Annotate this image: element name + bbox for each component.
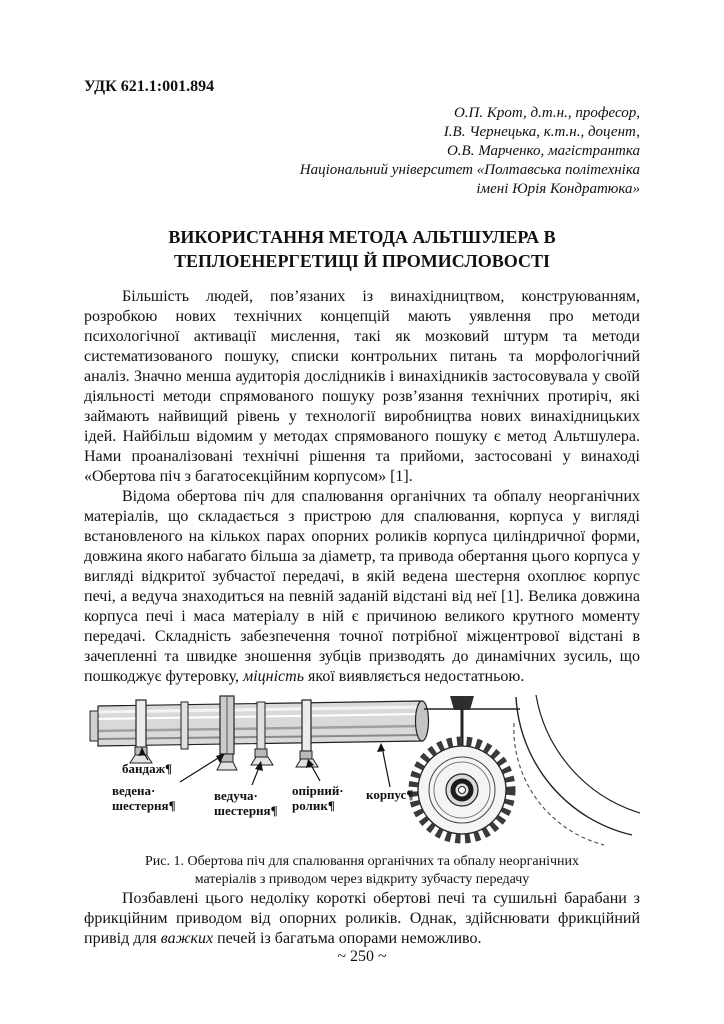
author-block bbox=[84, 104, 640, 199]
article-title-line: ВИКОРИСТАННЯ МЕТОДА АЛЬТШУЛЕРА В bbox=[168, 227, 556, 247]
author-line: О.П. Крот, д.т.н., професор, bbox=[453, 105, 640, 121]
drive-gear-group bbox=[413, 696, 520, 839]
author-line: О.В. Марченко, магістрантка bbox=[446, 143, 640, 159]
figure-label-line: шестерня¶ bbox=[112, 798, 176, 813]
figure-label-vedena-shesternia bbox=[112, 783, 176, 813]
paragraph-intro: Більшість людей, пов’язаних із винахідництвом, конструюванням, розробкою нових технічних концепцій мають уявлення про методи психологічної активації мислення, такі як мозковий штурм та методи систематизованого пошуку, списки контрольних питань та морфологічний аналіз. Значно менша аудиторія дослідників і винахідників застосовувала у своїй діяльності методи спрямованого пошуку розв’язання технічних протиріч, які займають найвищий рівень у технології виробництва нових винахідницьких ідей. Найбільш відомим у методах спрямованого пошуку є метод Альтшулера. Нами проаналізовані технічні рішення та прийоми, застосовані у винаході «Обертова піч з багатосекційним корпусом» [1]. bbox=[84, 288, 640, 485]
figure-caption bbox=[84, 853, 640, 889]
paragraph-kiln-description: Відома обертова піч для спалювання органічних та обпалу неорганічних матеріалів, що складається з пристрою для спалювання, корпуса у вигляді встановленого на кількох парах опорних роликів корпуса циліндричної форми, довжина якого набагато більша за діаметр, та привода обертання цього корпуса у вигляді відкритої зубчастої передачі, в якій ведена шестерня охоплює корпус печі, а ведуча знаходиться на певній заданій відстані від неї [1]. Велика довжина корпуса печі і маса матеріалу в ній є причиною великого крутного моменту передачі. Складність забезпечення точної потрібної міжцентрової відстані в зачепленні та швидке зношення зубців призводять до динамічних зусиль, що пошкоджує футеровку, міцність якої виявляється недостатньою. bbox=[84, 488, 640, 685]
figure-label-opirnyi-rolyk bbox=[292, 783, 344, 813]
casing-arcs-group bbox=[514, 695, 640, 845]
affiliation-line: Національний університет «Полтавська політехніка bbox=[299, 162, 640, 178]
figure-caption-line: Рис. 1. Обертова піч для спалювання органічних та обпалу неорганічних bbox=[144, 854, 580, 869]
content-area bbox=[84, 78, 640, 949]
figure-label-line: ведена· bbox=[112, 783, 156, 798]
paragraph-friction-drive: Позбавлені цього недоліку короткі обертові печі та сушильні барабани з фрикційним приводом від опорних роликів. Однак, здійснювати фрикційний привід для важких печей із багатьма опорами неможливо. bbox=[84, 890, 640, 947]
figure-label-bandazh: бандаж¶ bbox=[122, 761, 173, 776]
figure-label-veducha-shesternia bbox=[214, 788, 278, 818]
article-title bbox=[84, 225, 640, 273]
affiliation-line: імені Юрія Кондратюка» bbox=[476, 181, 640, 197]
figure-label-line: ролик¶ bbox=[292, 798, 335, 813]
page-number: ~ 250 ~ bbox=[337, 948, 387, 965]
udc-code: УДК 621.1:001.894 bbox=[84, 78, 215, 95]
figure-1 bbox=[84, 695, 640, 847]
author-line: І.В. Чернецька, к.т.н., доцент, bbox=[443, 124, 640, 140]
article-title-line: ТЕПЛОЕНЕРГЕТИЦІ Й ПРОМИСЛОВОСТІ bbox=[174, 251, 550, 271]
figure-caption-line: матеріалів з приводом через відкриту зубчасту передачу bbox=[194, 872, 530, 887]
figure-label-korpus: корпус¶ bbox=[366, 787, 414, 802]
figure-label-line: опірний· bbox=[292, 783, 344, 798]
figure-label-line: шестерня¶ bbox=[214, 803, 278, 818]
figure-label-line: ведуча· bbox=[214, 788, 258, 803]
kiln-shell-group bbox=[90, 696, 429, 754]
